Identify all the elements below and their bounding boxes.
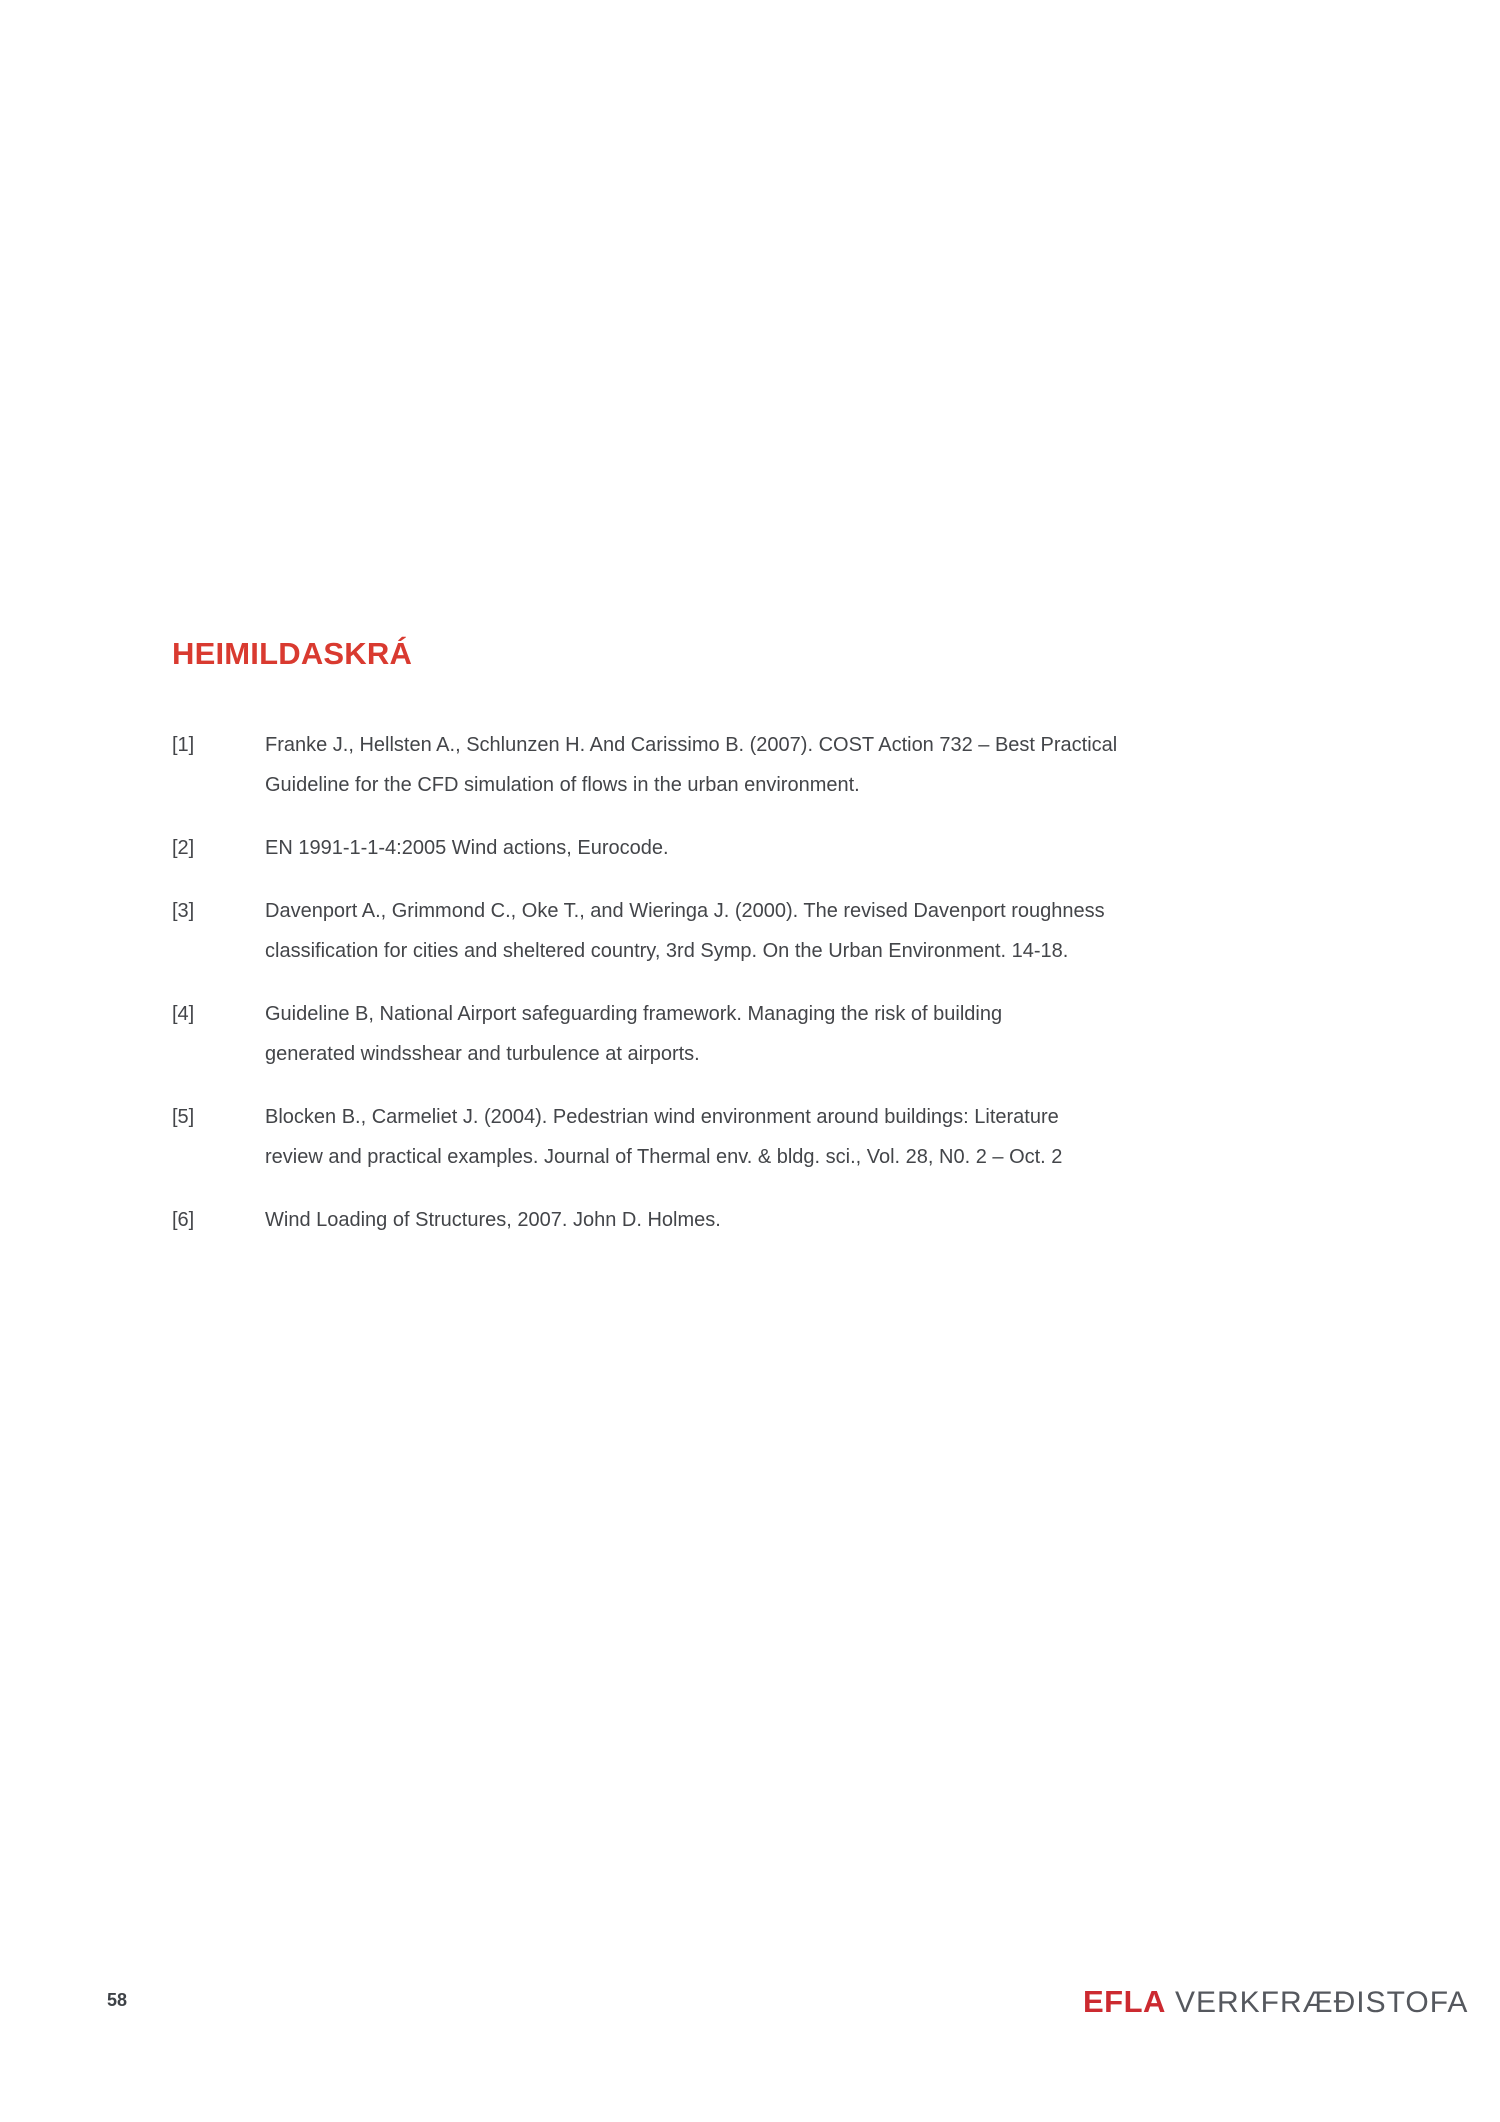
reference-number: [6]	[172, 1209, 195, 1231]
reference-text-line: review and practical examples. Journal of Thermal env. & bldg. sci., Vol. 28, N0. 2 – Oct. 2	[265, 1146, 1063, 1168]
reference-text-line: Davenport A., Grimmond C., Oke T., and Wieringa J. (2000). The revised Davenport roughness	[265, 900, 1105, 922]
reference-text	[265, 725, 1117, 805]
reference-text-line: Blocken B., Carmeliet J. (2004). Pedestrian wind environment around buildings: Literature	[265, 1106, 1059, 1128]
reference-list	[172, 725, 1382, 1240]
reference-number: [3]	[172, 900, 195, 922]
reference-text	[265, 828, 669, 868]
reference-item	[172, 828, 1382, 868]
reference-number: [5]	[172, 1106, 195, 1128]
references-section	[172, 634, 1382, 1263]
reference-number: [4]	[172, 1003, 195, 1025]
reference-text	[265, 1097, 1062, 1177]
section-title: HEIMILDASKRÁ	[172, 636, 413, 671]
reference-text-line: Wind Loading of Structures, 2007. John D. Holmes.	[265, 1209, 721, 1231]
reference-number: [2]	[172, 837, 195, 859]
reference-item	[172, 725, 1382, 805]
reference-text-line: EN 1991-1-1-4:2005 Wind actions, Eurocode.	[265, 837, 669, 859]
reference-text-line: generated windsshear and turbulence at airports.	[265, 1043, 700, 1065]
logo-suffix-text: VERKFRÆÐISTOFA	[1174, 1986, 1469, 2019]
reference-text	[265, 891, 1105, 971]
efla-logo	[1083, 1986, 1468, 2018]
reference-item	[172, 994, 1382, 1074]
logo-brand-text: EFLA	[1083, 1984, 1166, 2019]
reference-text-line: Franke J., Hellsten A., Schlunzen H. And Carissimo B. (2007). COST Action 732 – Best Practical	[265, 734, 1118, 756]
reference-text-line: Guideline for the CFD simulation of flows in the urban environment.	[265, 774, 860, 796]
reference-number: [1]	[172, 734, 195, 756]
reference-item	[172, 1097, 1382, 1177]
reference-text	[265, 994, 1002, 1074]
page-number: 58	[107, 1990, 128, 2010]
reference-item	[172, 891, 1382, 971]
reference-text-line: classification for cities and sheltered country, 3rd Symp. On the Urban Environment. 14-18.	[265, 940, 1069, 962]
reference-text	[265, 1200, 721, 1240]
reference-text-line: Guideline B, National Airport safeguarding framework. Managing the risk of building	[265, 1003, 1003, 1025]
reference-item	[172, 1200, 1382, 1240]
